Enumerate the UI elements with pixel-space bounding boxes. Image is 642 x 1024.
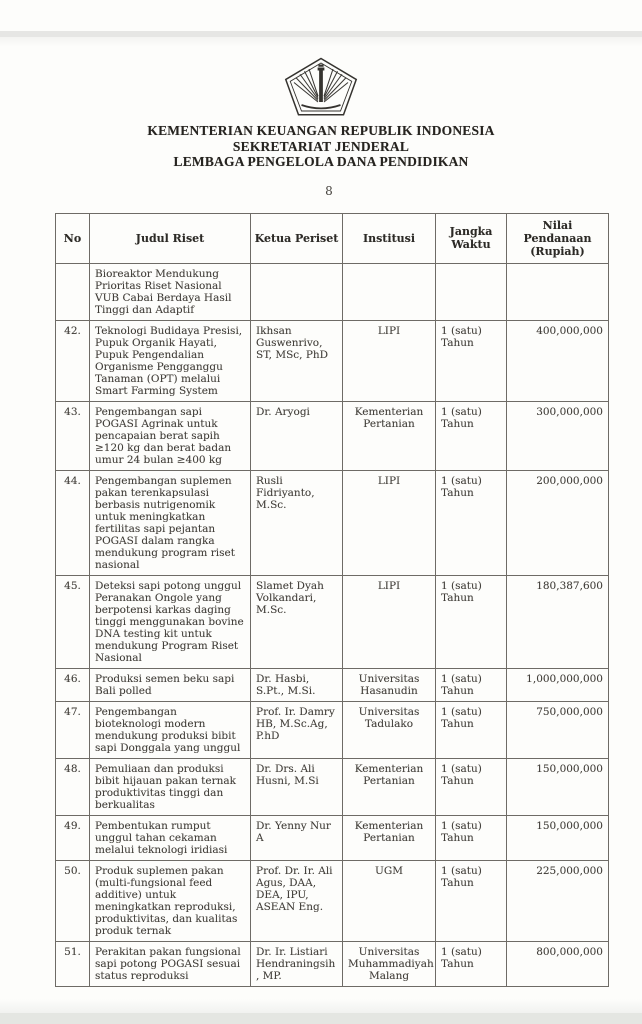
cell-jangka-waktu: 1 (satu) Tahun	[436, 701, 507, 758]
cell-nilai-pendanaan: 1,000,000,000	[507, 668, 609, 701]
cell-no: 42.	[56, 320, 90, 401]
table-row	[56, 668, 609, 701]
cell-jangka-waktu: 1 (satu) Tahun	[436, 941, 507, 986]
cell-judul-riset: Pembentukan rumput unggul tahan cekaman melalui teknologi iridiasi	[90, 815, 251, 860]
table-row	[56, 263, 609, 320]
cell-no: 48.	[56, 758, 90, 815]
cell-jangka-waktu: 1 (satu) Tahun	[436, 668, 507, 701]
cell-no: 47.	[56, 701, 90, 758]
cell-jangka-waktu: 1 (satu) Tahun	[436, 470, 507, 575]
cell-nilai-pendanaan	[507, 263, 609, 320]
page-number: 8	[325, 183, 333, 198]
cell-no: 50.	[56, 860, 90, 941]
cell-ketua-periset: Dr. Drs. Ali Husni, M.Si	[251, 758, 343, 815]
cell-institusi: Universitas Muhammadiyah Malang	[343, 941, 436, 986]
cell-no: 51.	[56, 941, 90, 986]
cell-institusi: LIPI	[343, 575, 436, 668]
table-row	[56, 470, 609, 575]
cell-nilai-pendanaan: 750,000,000	[507, 701, 609, 758]
col-header-no: No	[56, 213, 90, 263]
cell-institusi: UGM	[343, 860, 436, 941]
cell-no: 44.	[56, 470, 90, 575]
cell-ketua-periset: Dr. Ir. Listiari Hendraningsih , MP.	[251, 941, 343, 986]
cell-jangka-waktu: 1 (satu) Tahun	[436, 758, 507, 815]
cell-jangka-waktu	[436, 263, 507, 320]
cell-judul-riset: Bioreaktor Mendukung Prioritas Riset Nasional VUB Cabai Berdaya Hasil Tinggi dan Adaptif	[90, 263, 251, 320]
cell-ketua-periset: Dr. Yenny Nur A	[251, 815, 343, 860]
table-row	[56, 941, 609, 986]
letterhead-line-3: LEMBAGA PENGELOLA DANA PENDIDIKAN	[173, 154, 469, 169]
col-header-ketua-periset: Ketua Periset	[251, 213, 343, 263]
cell-ketua-periset: Rusli Fidriyanto, M.Sc.	[251, 470, 343, 575]
cell-institusi: Universitas Tadulako	[343, 701, 436, 758]
table-row	[56, 701, 609, 758]
cell-nilai-pendanaan: 150,000,000	[507, 815, 609, 860]
cell-ketua-periset	[251, 263, 343, 320]
cell-jangka-waktu: 1 (satu) Tahun	[436, 401, 507, 470]
table-row	[56, 401, 609, 470]
cell-institusi	[343, 263, 436, 320]
table-row	[56, 758, 609, 815]
cell-nilai-pendanaan: 150,000,000	[507, 758, 609, 815]
cell-no: 46.	[56, 668, 90, 701]
table-header-row	[56, 213, 609, 263]
cell-institusi: LIPI	[343, 470, 436, 575]
table-row	[56, 575, 609, 668]
cell-ketua-periset: Prof. Ir. Damry HB, M.Sc.Ag, P.hD	[251, 701, 343, 758]
cell-no	[56, 263, 90, 320]
cell-judul-riset: Pengembangan sapi POGASI Agrinak untuk pencapaian berat sapih ≥120 kg dan berat badan umur 24 bulan ≥400 kg	[90, 401, 251, 470]
col-header-institusi: Institusi	[343, 213, 436, 263]
scan-edge-band-bottom	[0, 1013, 642, 1024]
cell-judul-riset: Pengembangan bioteknologi modern mendukung produksi bibit sapi Donggala yang unggul	[90, 701, 251, 758]
cell-institusi: LIPI	[343, 320, 436, 401]
ministry-logo	[283, 57, 359, 117]
cell-jangka-waktu: 1 (satu) Tahun	[436, 860, 507, 941]
cell-ketua-periset: Dr. Aryogi	[251, 401, 343, 470]
cell-jangka-waktu: 1 (satu) Tahun	[436, 320, 507, 401]
cell-institusi: Kementerian Pertanian	[343, 815, 436, 860]
letterhead-line-2: SEKRETARIAT JENDERAL	[232, 138, 410, 154]
cell-jangka-waktu: 1 (satu) Tahun	[436, 815, 507, 860]
cell-institusi: Universitas Hasanudin	[343, 668, 436, 701]
cell-jangka-waktu: 1 (satu) Tahun	[436, 575, 507, 668]
table-row	[56, 860, 609, 941]
cell-no: 49.	[56, 815, 90, 860]
cell-nilai-pendanaan: 300,000,000	[507, 401, 609, 470]
cell-nilai-pendanaan: 200,000,000	[507, 470, 609, 575]
cell-judul-riset: Deteksi sapi potong unggul Peranakan Ongole yang berpotensi karkas daging tinggi menggunakan bovine DNA testing kit untuk mendukung Program Riset Nasional	[90, 575, 251, 668]
cell-ketua-periset: Dr. Hasbi, S.Pt., M.Si.	[251, 668, 343, 701]
col-header-nilai-pendanaan: Nilai Pendanaan (Rupiah)	[507, 213, 609, 263]
cell-ketua-periset: Ikhsan Guswenrivo, ST, MSc, PhD	[251, 320, 343, 401]
cell-judul-riset: Pengembangan suplemen pakan terenkapsulasi berbasis nutrigenomik untuk meningkatkan fertilitas sapi pejantan POGASI dalam rangka mendukung program riset nasional	[90, 470, 251, 575]
col-header-jangka-waktu: Jangka Waktu	[436, 213, 507, 263]
cell-judul-riset: Produksi semen beku sapi Bali polled	[90, 668, 251, 701]
cell-institusi: Kementerian Pertanian	[343, 758, 436, 815]
cell-judul-riset: Teknologi Budidaya Presisi, Pupuk Organik Hayati, Pupuk Pengendalian Organisme Pengganggu Tanaman (OPT) melalui Smart Farming System	[90, 320, 251, 401]
cell-no: 45.	[56, 575, 90, 668]
cell-judul-riset: Perakitan pakan fungsional sapi potong POGASI sesuai status reproduksi	[90, 941, 251, 986]
cell-nilai-pendanaan: 225,000,000	[507, 860, 609, 941]
col-header-judul-riset: Judul Riset	[90, 213, 251, 263]
cell-institusi: Kementerian Pertanian	[343, 401, 436, 470]
cell-nilai-pendanaan: 400,000,000	[507, 320, 609, 401]
cell-nilai-pendanaan: 180,387,600	[507, 575, 609, 668]
cell-no: 43.	[56, 401, 90, 470]
cell-judul-riset: Pemuliaan dan produksi bibit hijauan pakan ternak produktivitas tinggi dan berkualitas	[90, 758, 251, 815]
kemenkeu-emblem-icon	[283, 57, 359, 117]
table-row	[56, 815, 609, 860]
letterhead-line-1: KEMENTERIAN KEUANGAN REPUBLIK INDONESIA	[147, 123, 495, 138]
cell-nilai-pendanaan: 800,000,000	[507, 941, 609, 986]
research-funding-table	[55, 213, 609, 987]
scan-edge-fade-bottom	[0, 999, 642, 1013]
cell-ketua-periset: Prof. Dr. Ir. Ali Agus, DAA, DEA, IPU, ASEAN Eng.	[251, 860, 343, 941]
table-row	[56, 320, 609, 401]
letterhead	[0, 123, 642, 170]
cell-judul-riset: Produk suplemen pakan (multi-fungsional feed additive) untuk meningkatkan reproduksi, produktivitas, dan kualitas produk ternak	[90, 860, 251, 941]
cell-ketua-periset: Slamet Dyah Volkandari, M.Sc.	[251, 575, 343, 668]
